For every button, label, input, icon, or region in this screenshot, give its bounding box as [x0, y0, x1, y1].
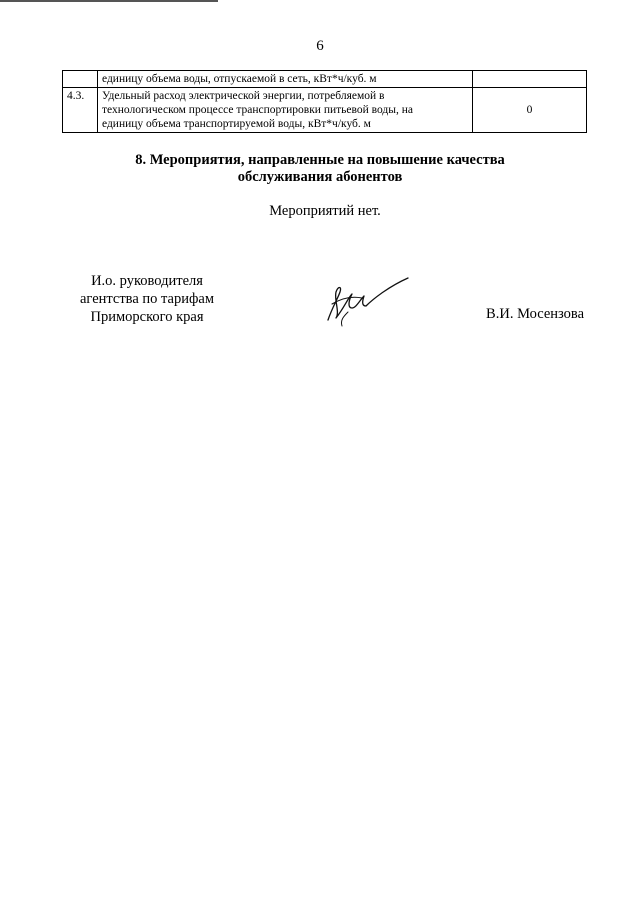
- section-heading: [0, 152, 640, 186]
- table-row: [63, 88, 587, 133]
- row-number-cell: [63, 71, 98, 88]
- signer-name: В.И. Мосензова: [486, 306, 584, 322]
- signer-title-line: И.о. руководителя: [91, 273, 203, 289]
- row-description-cell: [98, 88, 473, 133]
- row-description-line: единицу объема воды, отпускаемой в сеть, кВт*ч/куб. м: [102, 73, 377, 85]
- signer-title-line: Приморского края: [90, 309, 204, 325]
- row-description-cell: [98, 71, 473, 88]
- page-number: 6: [316, 38, 324, 54]
- top-rule: [0, 0, 218, 2]
- handwritten-signature: [318, 268, 418, 328]
- row-value-cell: [473, 71, 587, 88]
- section-heading-line: 8. Мероприятия, направленные на повышение качества: [135, 152, 505, 168]
- row-description-line: единицу объема транспортируемой воды, кВт*ч/куб. м: [102, 118, 371, 130]
- section-body-text: Мероприятий нет.: [269, 203, 381, 219]
- indicators-table: [62, 70, 587, 133]
- signer-title: [62, 272, 232, 326]
- signer-title-line: агентства по тарифам: [80, 291, 214, 307]
- row-number-cell: 4.3.: [63, 88, 98, 133]
- section-heading-line: обслуживания абонентов: [237, 169, 403, 185]
- row-description-line: Удельный расход электрической энергии, потребляемой в: [102, 90, 385, 102]
- row-value-cell: 0: [473, 88, 587, 133]
- row-description-line: технологическом процессе транспортировки питьевой воды, на: [102, 104, 414, 116]
- table-row: [63, 71, 587, 88]
